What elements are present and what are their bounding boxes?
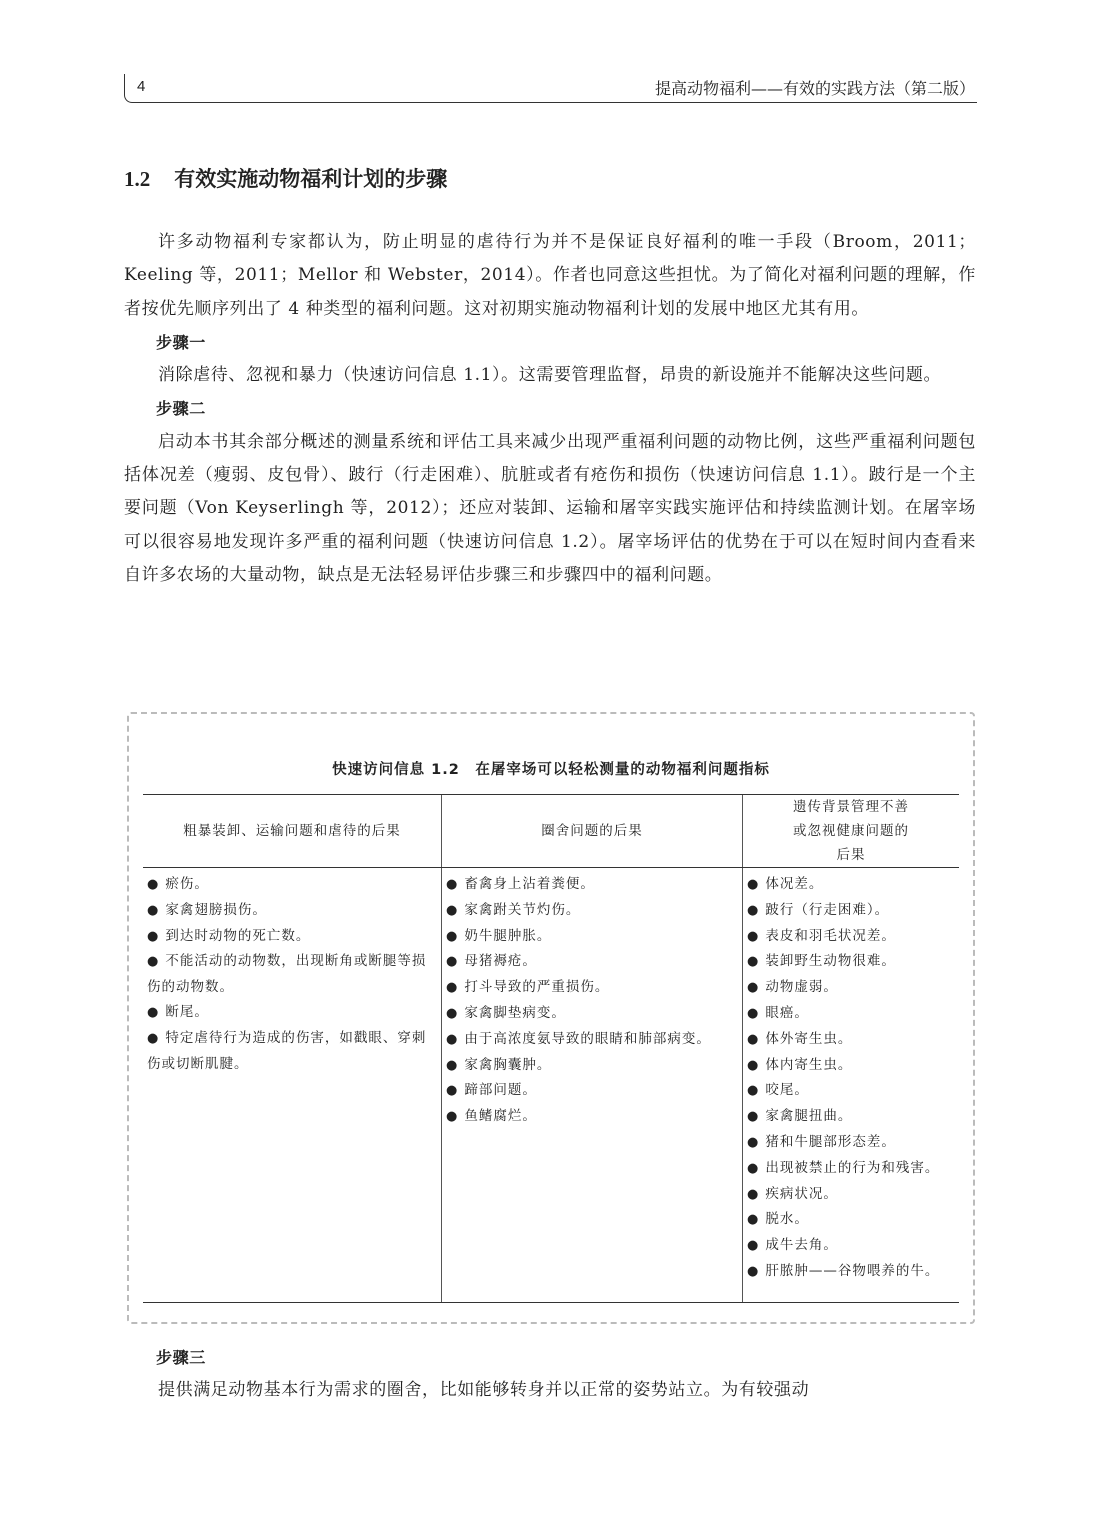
list-item-text: 猪和牛腿部形态差。 bbox=[765, 1133, 896, 1150]
list-item bbox=[147, 949, 437, 1000]
bullet-icon: ● bbox=[147, 928, 160, 944]
box-title: 快速访问信息 1.2 在屠宰场可以轻松测量的动物福利问题指标 bbox=[332, 762, 770, 778]
bullet-icon: ● bbox=[446, 1057, 459, 1073]
step3-paragraph: 提供满足动物基本行为需求的圈舍，比如能够转身并以正常的姿势站立。为有较强动 bbox=[158, 1380, 810, 1401]
list-item-text: 打斗导致的严重损伤。 bbox=[464, 979, 610, 996]
list-item bbox=[747, 1259, 955, 1285]
bullet-icon: ● bbox=[147, 877, 160, 892]
list-item bbox=[446, 1078, 738, 1104]
list-item-text: 家禽胸囊肿。 bbox=[464, 1056, 552, 1073]
page-number: 4 bbox=[137, 78, 146, 95]
bullet-icon: ● bbox=[747, 1134, 760, 1150]
bullet-icon: ● bbox=[147, 1030, 160, 1046]
list-item-text: 动物虚弱。 bbox=[765, 979, 838, 996]
bullet-icon: ● bbox=[747, 902, 760, 918]
running-header bbox=[124, 74, 977, 103]
list-item-text: 疾病状况。 bbox=[765, 1185, 838, 1202]
list-item bbox=[747, 1156, 955, 1182]
list-item bbox=[446, 898, 738, 924]
list-item bbox=[147, 872, 437, 898]
bullet-icon: ● bbox=[147, 902, 160, 918]
list-item-text: 母猪褥疮。 bbox=[464, 953, 537, 970]
list-item-text: 断尾。 bbox=[165, 1003, 209, 1020]
body-text-upper bbox=[124, 226, 976, 592]
step1-paragraph: 消除虐待、忽视和暴力（快速访问信息 1.1）。这需要管理监督，昂贵的新设施并不能解决这些问题。 bbox=[158, 365, 942, 386]
bullet-icon: ● bbox=[446, 928, 459, 944]
list-item-text: 不能活动的动物数，出现断角或断腿等损伤的动物数。 bbox=[147, 953, 427, 996]
list-item bbox=[147, 924, 437, 950]
list-item-text: 鱼鳍腐烂。 bbox=[464, 1108, 537, 1125]
bullet-icon: ● bbox=[747, 980, 760, 996]
bullet-icon: ● bbox=[446, 902, 459, 918]
list-item bbox=[446, 949, 738, 975]
column-header: 圈舍问题的后果 bbox=[442, 795, 743, 868]
list-item-text: 瘀伤。 bbox=[165, 876, 209, 892]
list-item-text: 特定虐待行为造成的伤害，如戳眼、穿刺伤或切断肌腱。 bbox=[147, 1029, 427, 1072]
list-item bbox=[747, 924, 955, 950]
bullet-icon: ● bbox=[747, 1109, 760, 1125]
bullet-icon: ● bbox=[747, 1238, 760, 1254]
step3-heading: 步骤三 bbox=[156, 1348, 206, 1367]
step2-paragraph: 启动本书其余部分概述的测量系统和评估工具来减少出现严重福利问题的动物比例，这些严重福利问题包括体况差（瘦弱、皮包骨）、跛行（行走困难）、肮脏或者有疮伤和损伤（快速访问信息 1.1）。跛行是一个主要问题（Von Keyserlingh 等，2012）；还应对装卸、运输和屠宰实践实施评估和持续监测计划。在屠宰场可以很容易地发现许多严重的福利问题（快速访问信息 1.2）。屠宰场评估的优势在于可以在短时间内查看来自许多农场的大量动物，缺点是无法轻易评估步骤三和步骤四中的福利问题。 bbox=[124, 431, 976, 585]
bullet-icon: ● bbox=[446, 877, 459, 892]
list-item-text: 表皮和羽毛状况差。 bbox=[765, 927, 896, 944]
body-text-lower bbox=[124, 1341, 976, 1408]
bullet-icon: ● bbox=[147, 954, 160, 970]
list-item bbox=[747, 1130, 955, 1156]
list-item bbox=[747, 1104, 955, 1130]
list-item bbox=[446, 975, 738, 1001]
list-item bbox=[147, 1000, 437, 1026]
column-header: 遗传背景管理不善或忽视健康问题的后果 bbox=[743, 795, 960, 868]
intro-paragraph: 许多动物福利专家都认为，防止明显的虐待行为并不是保证良好福利的唯一手段（Broom，2011；Keeling 等，2011；Mellor 和 Webster，2014）。作者也同意这些担忧。为了简化对福利问题的理解，作者按优先顺序列出了 4 种类型的福利问题。这对初期实施动物福利计划的发展中地区尤其有用。 bbox=[124, 232, 976, 319]
list-item-text: 家禽跗关节灼伤。 bbox=[464, 901, 581, 918]
list-item-text: 眼癌。 bbox=[765, 1004, 809, 1021]
bullet-icon: ● bbox=[747, 877, 760, 892]
list-item bbox=[747, 1078, 955, 1104]
list-item-text: 成牛去角。 bbox=[765, 1237, 838, 1254]
list-item-text: 体况差。 bbox=[765, 876, 824, 892]
list-item-text: 肝脓肿——谷物喂养的牛。 bbox=[765, 1262, 940, 1279]
list-item-text: 由于高浓度氨导致的眼睛和肺部病变。 bbox=[464, 1030, 711, 1047]
list-item bbox=[747, 898, 955, 924]
bullet-icon: ● bbox=[747, 1005, 760, 1021]
bullet-icon: ● bbox=[446, 1109, 459, 1125]
list-item bbox=[147, 898, 437, 924]
list-item-text: 跛行（行走困难）。 bbox=[765, 901, 890, 918]
column-cell bbox=[143, 868, 442, 1303]
bullet-icon: ● bbox=[747, 1031, 760, 1047]
list-item-text: 装卸野生动物很难。 bbox=[765, 953, 896, 970]
list-item-text: 体外寄生虫。 bbox=[765, 1030, 853, 1047]
bullet-icon: ● bbox=[446, 1005, 459, 1021]
bullet-icon: ● bbox=[446, 954, 459, 970]
section-number: 1.2 bbox=[124, 167, 151, 191]
quick-access-box bbox=[127, 712, 975, 1324]
bullet-icon: ● bbox=[747, 928, 760, 944]
list-item bbox=[747, 1207, 955, 1233]
bullet-icon: ● bbox=[446, 1031, 459, 1047]
column-cell bbox=[442, 868, 743, 1303]
list-item-text: 脱水。 bbox=[765, 1211, 809, 1228]
bullet-icon: ● bbox=[747, 1263, 760, 1279]
list-item-text: 家禽翅膀损伤。 bbox=[165, 901, 267, 918]
list-item-text: 奶牛腿肿胀。 bbox=[464, 927, 552, 944]
bullet-icon: ● bbox=[747, 1160, 760, 1176]
list-item bbox=[747, 949, 955, 975]
list-item-text: 家禽脚垫病变。 bbox=[464, 1004, 566, 1021]
column-header: 粗暴装卸、运输问题和虐待的后果 bbox=[143, 795, 442, 868]
list-item bbox=[747, 1027, 955, 1053]
bullet-icon: ● bbox=[747, 1083, 760, 1099]
indicator-table bbox=[143, 794, 959, 1303]
list-item bbox=[446, 1053, 738, 1079]
running-title: 提高动物福利——有效的实践方法（第二版） bbox=[654, 79, 975, 98]
column-cell bbox=[743, 868, 960, 1303]
list-item bbox=[446, 1104, 738, 1130]
list-item bbox=[747, 872, 955, 898]
list-item bbox=[446, 924, 738, 950]
list-item bbox=[747, 1182, 955, 1208]
list-item-text: 体内寄生虫。 bbox=[765, 1056, 853, 1073]
step2-heading: 步骤二 bbox=[156, 399, 206, 419]
list-item bbox=[446, 872, 738, 898]
bullet-icon: ● bbox=[446, 980, 459, 996]
list-item-text: 咬尾。 bbox=[765, 1082, 809, 1099]
list-item-text: 家禽腿扭曲。 bbox=[765, 1108, 853, 1125]
bullet-icon: ● bbox=[747, 954, 760, 970]
list-item bbox=[747, 1053, 955, 1079]
list-item-text: 到达时动物的死亡数。 bbox=[165, 927, 311, 944]
list-item bbox=[446, 1001, 738, 1027]
list-item-text: 蹄部问题。 bbox=[464, 1082, 537, 1099]
list-item bbox=[747, 1001, 955, 1027]
section-title: 有效实施动物福利计划的步骤 bbox=[174, 167, 448, 191]
bullet-icon: ● bbox=[747, 1212, 760, 1228]
section-heading bbox=[124, 163, 447, 193]
bullet-icon: ● bbox=[747, 1186, 760, 1202]
bullet-icon: ● bbox=[147, 1004, 160, 1020]
list-item-text: 畜禽身上沾着粪便。 bbox=[464, 876, 595, 892]
bullet-icon: ● bbox=[747, 1057, 760, 1073]
bullet-icon: ● bbox=[446, 1083, 459, 1099]
list-item bbox=[747, 975, 955, 1001]
list-item bbox=[747, 1233, 955, 1259]
list-item bbox=[147, 1026, 437, 1077]
list-item bbox=[446, 1027, 738, 1053]
step1-heading: 步骤一 bbox=[156, 332, 206, 352]
list-item-text: 出现被禁止的行为和残害。 bbox=[765, 1159, 940, 1176]
